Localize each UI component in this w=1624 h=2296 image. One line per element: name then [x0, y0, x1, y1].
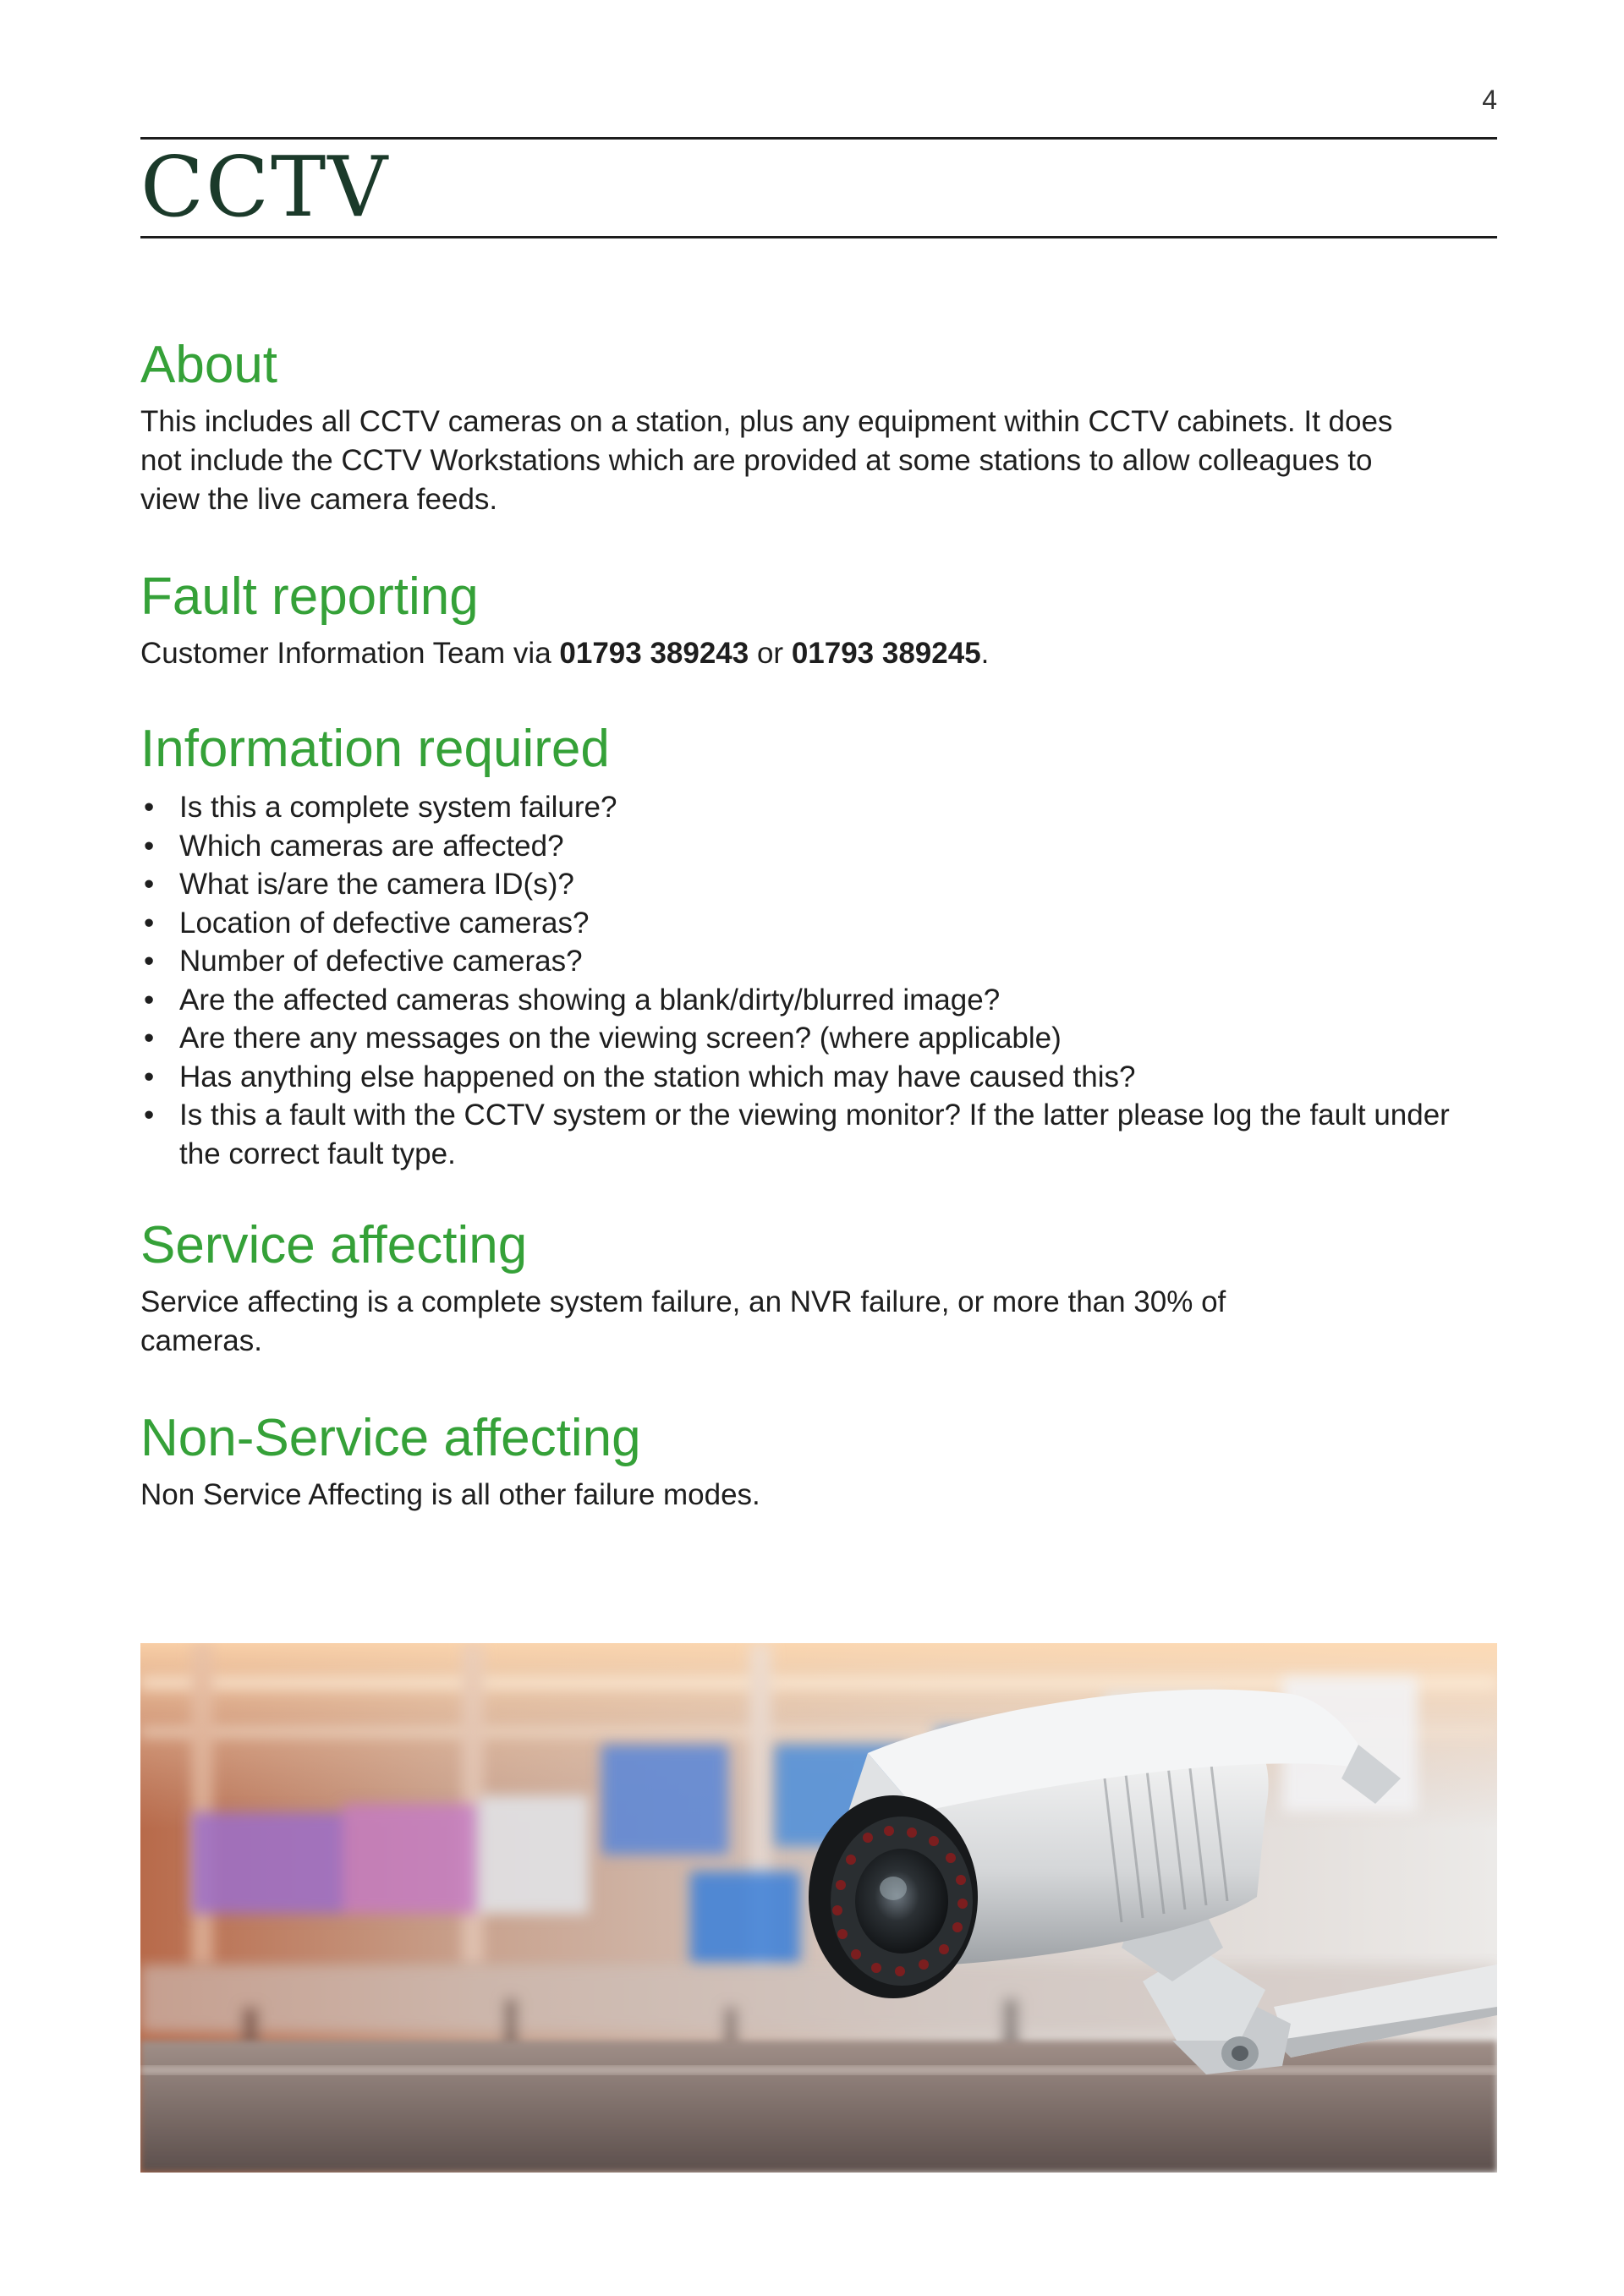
list-item	[140, 1058, 1460, 1097]
list-item-text: Has anything else happened on the station which may have caused this?	[179, 1060, 1136, 1093]
list-item-text: Is this a complete system failure?	[179, 791, 617, 824]
cctv-camera-photo	[140, 1643, 1497, 2173]
list-item	[140, 865, 1460, 904]
list-item-text: What is/are the camera ID(s)?	[179, 868, 574, 901]
bullet-icon: •	[144, 1022, 155, 1055]
page-title: CCTV	[140, 140, 390, 236]
service-affecting-body: Service affecting is a complete system failure, an NVR failure, or more than 30% of cameras.	[140, 1285, 1226, 1357]
section-service-affecting	[140, 1212, 1497, 1361]
bullet-icon: •	[144, 945, 155, 978]
bullet-icon: •	[144, 868, 155, 901]
fault-reporting-connector: or	[749, 637, 792, 670]
fault-reporting-suffix: .	[980, 637, 990, 670]
fault-reporting-body	[140, 634, 1497, 673]
bullet-icon: •	[144, 1060, 155, 1093]
non-service-affecting-heading: Non-Service affecting	[140, 1409, 641, 1467]
list-item-text: Are there any messages on the viewing screen? (where applicable)	[179, 1022, 1062, 1055]
title-rule-bottom	[140, 236, 1497, 238]
section-fault-reporting	[140, 563, 1497, 673]
list-item	[140, 942, 1460, 981]
fault-reporting-prefix: Customer Information Team via	[140, 637, 560, 670]
about-body: This includes all CCTV cameras on a station, plus any equipment within CCTV cabinets. It does not include the CCTV Workstations which are provided at some stations to allow colleagues to view the live camera feeds.	[140, 405, 1393, 516]
list-item-text: Number of defective cameras?	[179, 945, 583, 978]
list-item	[140, 1096, 1460, 1173]
non-service-affecting-body: Non Service Affecting is all other failure modes.	[140, 1478, 760, 1511]
section-about	[140, 332, 1497, 519]
list-item-text: Are the affected cameras showing a blank/dirty/blurred image?	[179, 983, 1001, 1016]
list-item	[140, 788, 1460, 827]
list-item	[140, 1019, 1460, 1058]
about-heading: About	[140, 336, 278, 394]
list-item-text: Which cameras are affected?	[179, 829, 564, 863]
list-item	[140, 904, 1460, 943]
list-item-text: Is this a fault with the CCTV system or the viewing monitor? If the latter please log the fault under the correct fault type.	[179, 1099, 1450, 1170]
bullet-icon: •	[144, 1099, 155, 1132]
main-content	[140, 332, 1497, 1515]
section-non-service-affecting	[140, 1405, 1497, 1515]
page-number: 4	[1482, 85, 1497, 115]
bullet-icon: •	[144, 983, 155, 1016]
section-information-required	[140, 715, 1497, 1173]
bullet-icon: •	[144, 906, 155, 940]
list-item	[140, 827, 1460, 866]
bullet-icon: •	[144, 791, 155, 824]
list-item-text: Location of defective cameras?	[179, 906, 590, 940]
service-affecting-heading: Service affecting	[140, 1216, 528, 1274]
information-required-heading: Information required	[140, 720, 610, 778]
phone-number-1: 01793 389243	[559, 637, 749, 670]
phone-number-2: 01793 389245	[791, 637, 981, 670]
information-required-list	[140, 788, 1460, 1173]
list-item	[140, 981, 1460, 1020]
bullet-icon: •	[144, 829, 155, 863]
fault-reporting-heading: Fault reporting	[140, 567, 479, 626]
